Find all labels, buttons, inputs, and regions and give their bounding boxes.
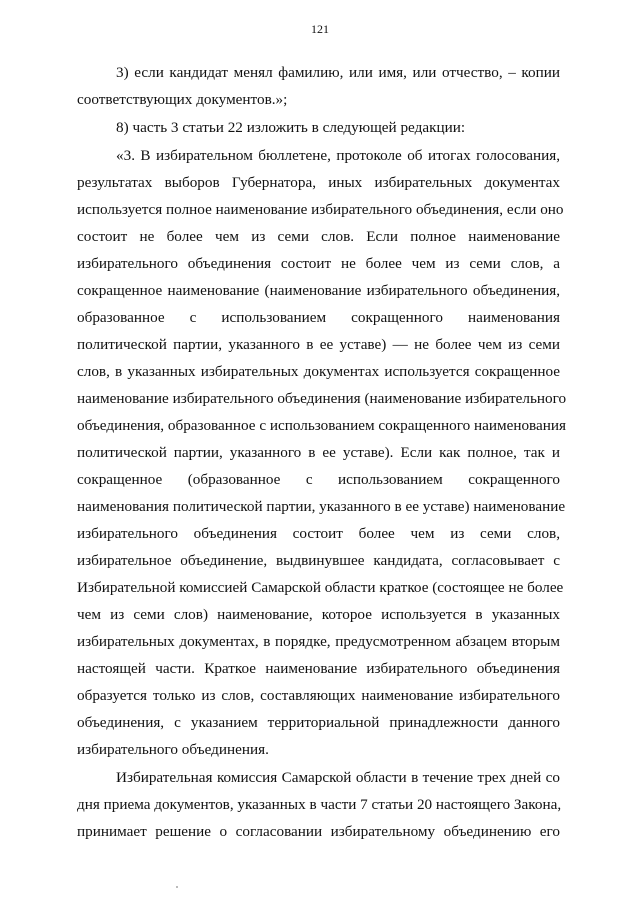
text-line: избирательное объединение, выдвинувшее кандидата, согласовывает с [77, 552, 560, 569]
text-line: избирательного объединения. [77, 741, 269, 758]
text-line: Избирательной комиссией Самарской области краткое (состоящее не более [77, 579, 564, 596]
text-line: избирательного объединения состоит не более чем из семи слов, а [77, 255, 560, 272]
text-line: 3) если кандидат менял фамилию, или имя, или отчество, – копии [116, 64, 560, 81]
text-line: объединения, с указанием территориальной принадлежности данного [77, 714, 560, 731]
text-line: избирательных документах, в порядке, предусмотренном абзацем вторым [77, 633, 560, 650]
text-line: принимает решение о согласовании избирательному объединению его [77, 823, 560, 840]
text-line: чем из семи слов) наименование, которое используется в указанных [77, 606, 560, 623]
text-line: политической партии, указанного в ее уставе) — не более чем из семи [77, 336, 560, 353]
text-line: результатах выборов Губернатора, иных избирательных документах [77, 174, 560, 191]
text-line: используется полное наименование избирательного объединения, если оно [77, 201, 564, 218]
text-line: сокращенное (образованное с использованием сокращенного [77, 471, 560, 488]
text-line: наименования политической партии, указанного в ее уставе) наименование [77, 498, 566, 515]
text-line: сокращенное наименование (наименование избирательного объединения, [77, 282, 560, 299]
text-line: Избирательная комиссия Самарской области в течение трех дней со [116, 769, 560, 786]
scan-speck [176, 886, 178, 888]
text-line: объединения, образованное с использованием сокращенного наименования [77, 417, 566, 434]
page-number: 121 [311, 22, 329, 36]
text-line: политической партии, указанного в ее уставе). Если как полное, так и [77, 444, 560, 461]
text-line: 8) часть 3 статьи 22 изложить в следующей редакции: [116, 119, 466, 136]
text-line: избирательного объединения состоит более чем из семи слов, [77, 525, 560, 542]
text-line: настоящей части. Краткое наименование избирательного объединения [77, 660, 560, 677]
text-line: дня приема документов, указанных в части 7 статьи 20 настоящего Закона, [77, 796, 562, 813]
text-line: образуется только из слов, составляющих наименование избирательного [77, 687, 560, 704]
text-line: наименование избирательного объединения (наименование избирательного [77, 390, 567, 407]
text-line: соответствующих документов.»; [77, 91, 288, 108]
text-line: состоит не более чем из семи слов. Если полное наименование [77, 228, 560, 245]
text-line: слов, в указанных избирательных документах используется сокращенное [77, 363, 560, 380]
text-line: образованное с использованием сокращенного наименования [77, 309, 560, 326]
text-line: «3. В избирательном бюллетене, протоколе об итогах голосования, [116, 147, 560, 164]
